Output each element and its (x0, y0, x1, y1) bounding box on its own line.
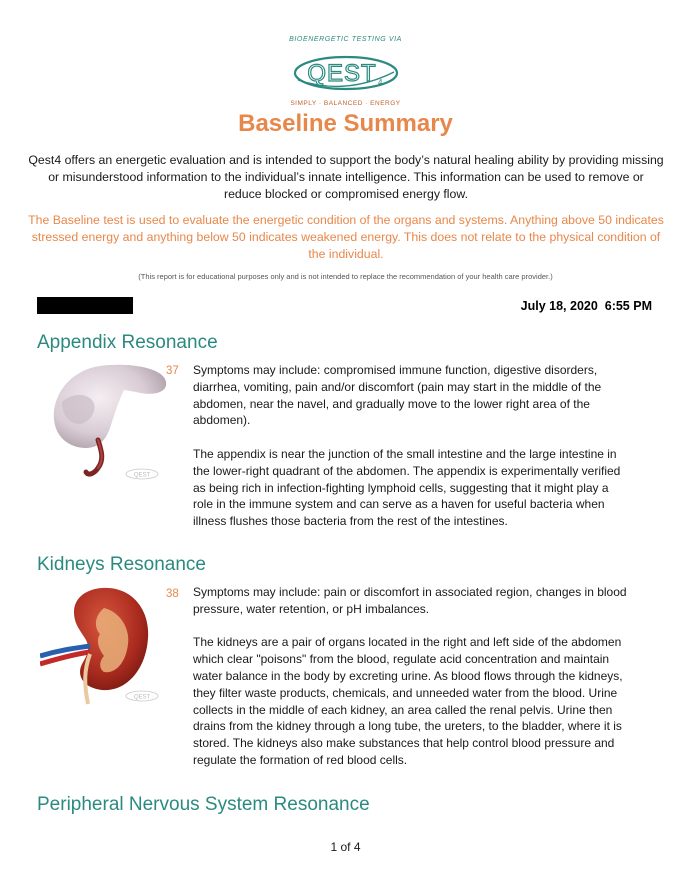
section-heading-kidneys: Kidneys Resonance (37, 554, 206, 575)
logo-tagline-bottom: SIMPLY · BALANCED · ENERGY (290, 100, 401, 107)
report-date: July 18, 2020 6:55 PM (520, 299, 652, 313)
intro-description: Qest4 offers an energetic evaluation and is intended to support the body’s natural healing ability by providing missing or misunderstood information to the individual’s innate intelligence. This information can be used to remove or reduce blocked or compromised energy flow. (28, 153, 664, 201)
section-heading-peripheral-nervous-system: Peripheral Nervous System Resonance (37, 794, 370, 815)
kidney-illustration (40, 584, 170, 706)
section-body-appendix (193, 362, 631, 530)
score-kidneys: 38 (166, 588, 179, 600)
score-appendix: 37 (166, 365, 179, 377)
kidneys-description: The kidneys are a pair of organs located in the right and left side of the abdomen which clear "poisons" from the blood, regulate acid concentration and maintain water balance in the body by excreting urine. As blood flows through the kidneys, they filter waste products, chemicals, and unneeded water from the blood. Urine collects in the middle of each kidney, an area called the renal pelvis. Urine then drains from the kidney through a long tube, the ureters, to the bladder, where it is stored. The kidneys also make substances that help control blood pressure and regulate the formation of red blood cells. (193, 635, 623, 767)
logo-text: QEST (307, 60, 377, 87)
page-number: 1 of 4 (330, 840, 361, 854)
appendix-illustration (40, 362, 170, 484)
disclaimer: (This report is for educational purposes only and is not intended to replace the recommendation of your health care provider.) (138, 272, 553, 281)
baseline-note: The Baseline test is used to evaluate the energetic condition of the organs and systems. Anything above 50 indicates stressed energy and anything below 50 indicates weakened energy. This does not relate to the physical condition of the individual. (28, 213, 664, 261)
kidneys-symptoms: Symptoms may include: pain or discomfort in associated region, changes in blood pressure, water retention, or pH imbalances. (193, 585, 627, 616)
appendix-description: The appendix is near the junction of the small intestine and the large intestine in the lower-right quadrant of the abdomen. The appendix is experimentally verified as being rich in infection-fighting lymphoid cells, suggesting that it might play a role in the immune system and can serve as a haven for useful bacteria when illness flushes those bacteria from the rest of the intestines. (193, 446, 621, 529)
logo-superscript: 4 (378, 78, 383, 87)
section-heading-appendix: Appendix Resonance (37, 332, 218, 353)
page-title: Baseline Summary (238, 110, 453, 137)
kidney-watermark: QEST (133, 694, 151, 701)
redacted-client-name (37, 297, 133, 314)
qest4-logo (290, 50, 402, 96)
section-body-kidneys (193, 584, 631, 769)
appendix-watermark: QEST (133, 472, 151, 479)
appendix-symptoms: Symptoms may include: compromised immune function, digestive disorders, diarrhea, vomiting, pain and/or discomfort (pain may start in the middle of the abdomen, near the navel, and gradually move to the lower right area of the abdomen). (193, 363, 602, 428)
logo-tagline-top: BIOENERGETIC TESTING VIA (289, 36, 402, 43)
